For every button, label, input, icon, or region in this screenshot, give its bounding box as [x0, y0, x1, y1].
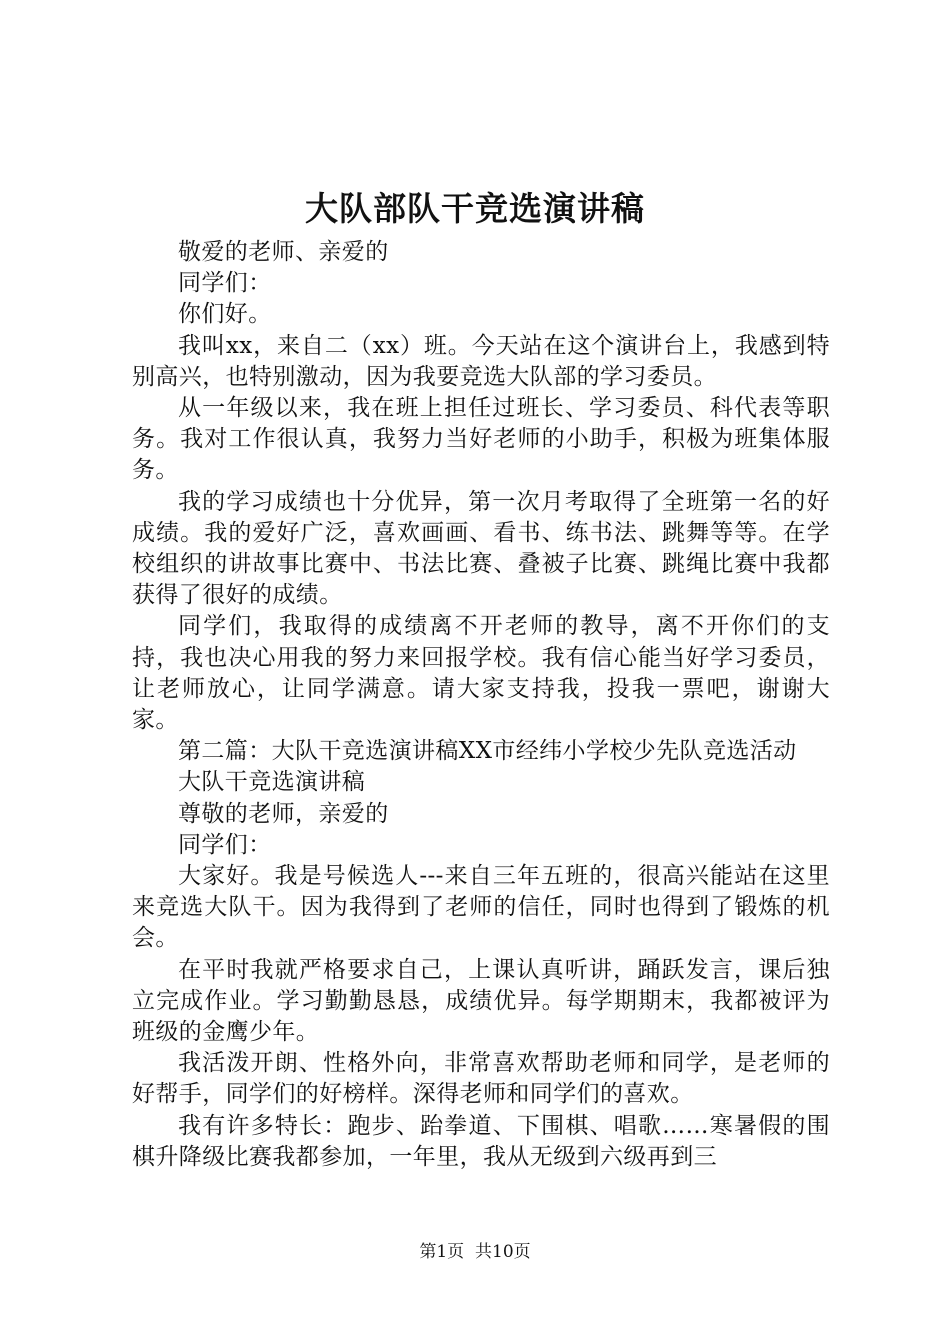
paragraph: 同学们： [178, 831, 272, 858]
paragraph: 大队干竞选演讲稿 [178, 769, 366, 796]
paragraph: 尊敬的老师，亲爱的 [178, 800, 389, 827]
paragraph: 同学们： [178, 270, 272, 297]
paragraph: 我活泼开朗、性格外向，非常喜欢帮助老师和同学，是老师的好帮手，同学们的好榜样。深得老师和同学们的喜欢。 [132, 1050, 830, 1108]
page-number: 第1页 [419, 1242, 465, 1262]
paragraph: 我的学习成绩也十分优异，第一次月考取得了全班第一名的好成绩。我的爱好广泛，喜欢画画、看书、练书法、跳舞等等。在学校组织的讲故事比赛中、书法比赛、叠被子比赛、跳绳比赛中我都获得了很好的成绩。 [132, 488, 830, 609]
section-heading: 第二篇：大队干竞选演讲稿XX市经纬小学校少先队竞选活动 [178, 738, 797, 765]
paragraph: 你们好。 [178, 301, 272, 328]
paragraph: 敬爱的老师、亲爱的 [178, 239, 389, 265]
paragraph: 我有许多特长：跑步、跆拳道、下围棋、唱歌……寒暑假的围棋升降级比赛我都参加，一年里，我从无级到六级再到三 [132, 1112, 830, 1170]
paragraph: 我叫xx，来自二（xx）班。今天站在这个演讲台上，我感到特别高兴，也特别激动，因为我要竞选大队部的学习委员。 [132, 332, 830, 390]
page-footer [0, 1241, 950, 1263]
paragraph: 在平时我就严格要求自己，上课认真听讲，踊跃发言，课后独立完成作业。学习勤勤恳恳，成绩优异。每学期期末，我都被评为班级的金鹰少年。 [132, 956, 830, 1046]
document-title: 大队部队干竞选演讲稿 [305, 189, 645, 228]
paragraph: 大家好。我是号候选人---来自三年五班的，很高兴能站在这里来竞选大队干。因为我得到了老师的信任，同时也得到了锻炼的机会。 [132, 863, 830, 952]
page-total: 共10页 [475, 1242, 531, 1262]
paragraph: 从一年级以来，我在班上担任过班长、学习委员、科代表等职务。我对工作很认真，我努力当好老师的小助手，积极为班集体服务。 [132, 395, 830, 484]
paragraph: 同学们，我取得的成绩离不开老师的教导，离不开你们的支持，我也决心用我的努力来回报学校。我有信心能当好学习委员，让老师放心，让同学满意。请大家支持我，投我一票吧，谢谢大家。 [132, 613, 830, 734]
document-body [132, 237, 830, 1173]
